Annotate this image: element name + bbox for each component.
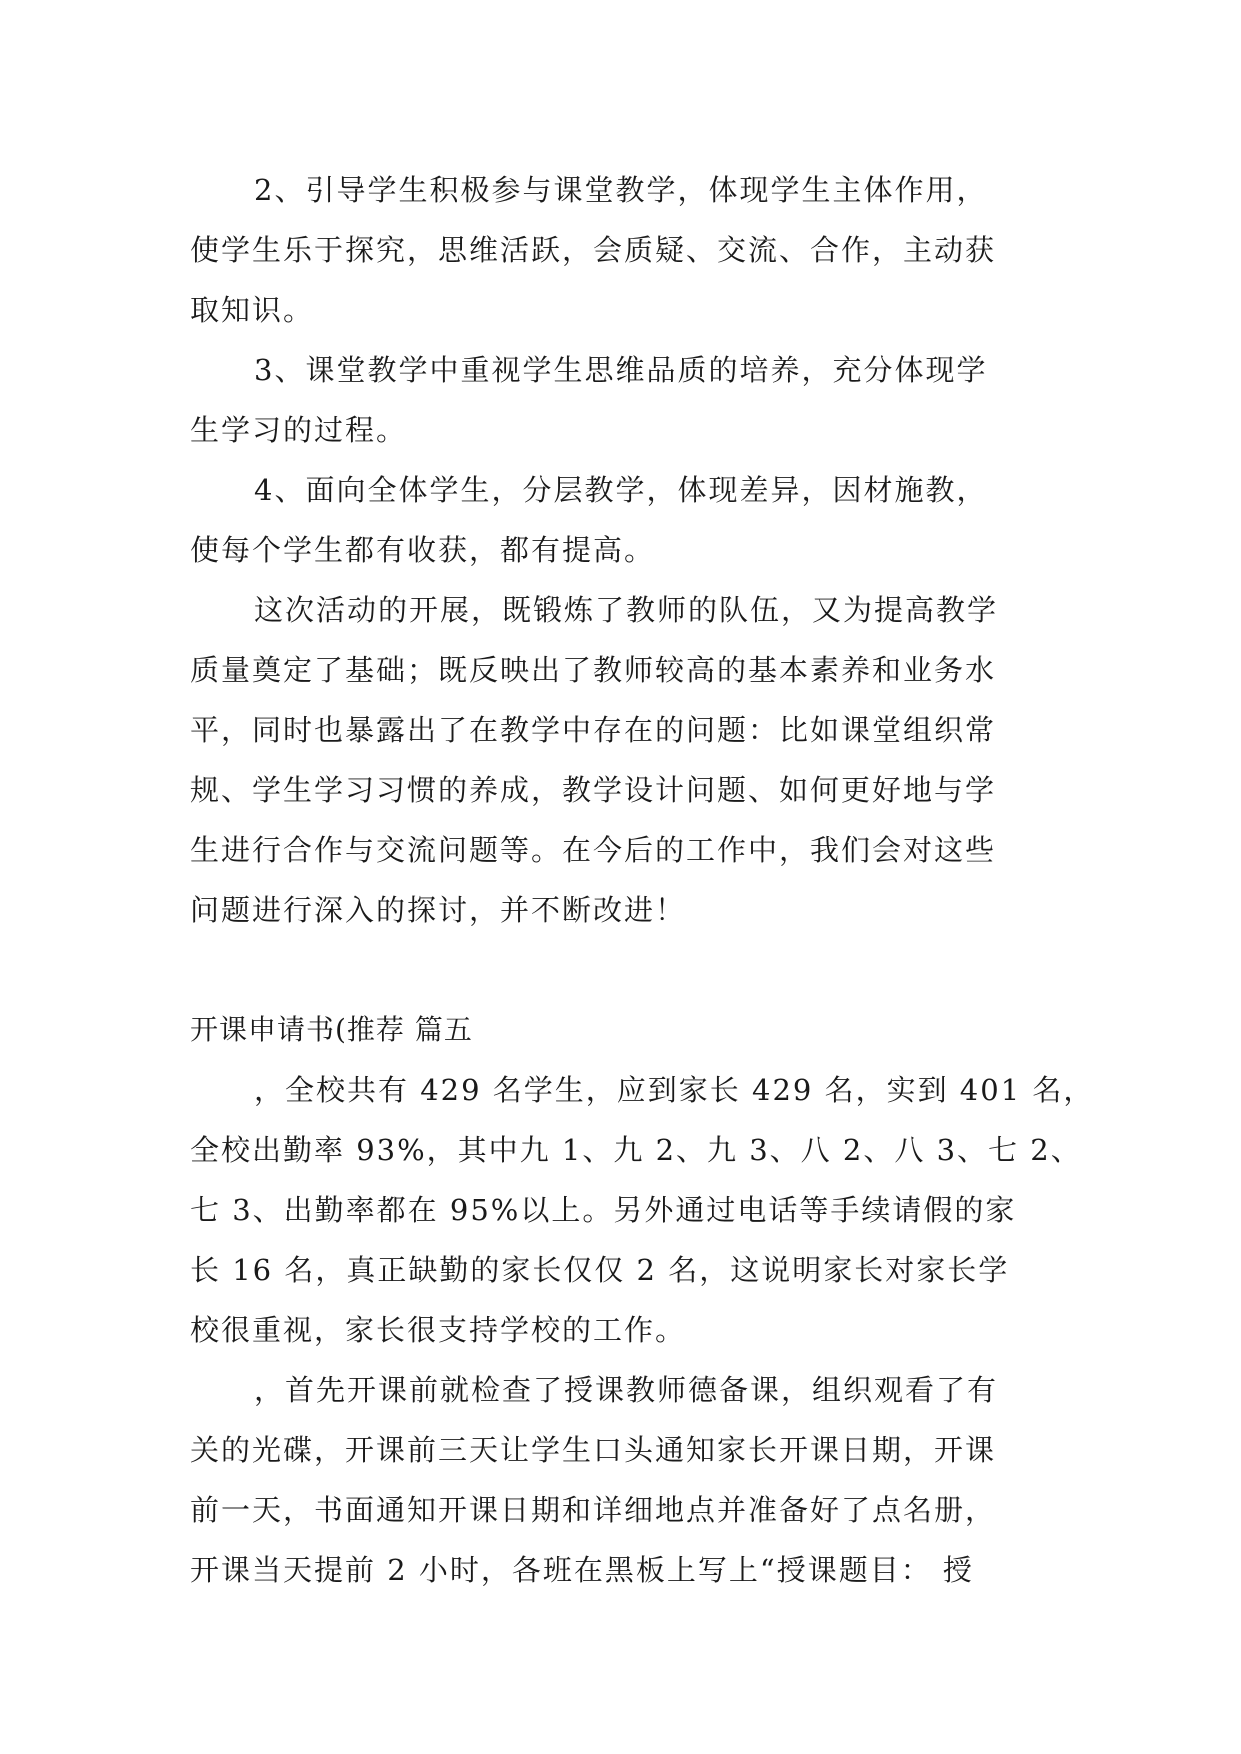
paragraph-line: 问题进行深入的探讨，并不断改进！ [190, 893, 687, 927]
section-spacer [190, 940, 1070, 1000]
paragraph-line: 3、课堂教学中重视学生思维品质的培养，充分体现学 [254, 353, 988, 387]
paragraph-line: ，首先开课前就检查了授课教师德备课，组织观看了有 [254, 1373, 999, 1407]
paragraph-line: 4、面向全体学生，分层教学，体现差异，因材施教， [254, 473, 988, 507]
paragraph-line: 生学习的过程。 [190, 413, 408, 447]
paragraph-line: 七 3、出勤率都在 95%以上。另外通过电话等手续请假的家 [190, 1193, 1017, 1227]
paragraph-line: 规、学生学习习惯的养成，教学设计问题、如何更好地与学 [190, 773, 997, 807]
paragraph-line: 使学生乐于探究，思维活跃，会质疑、交流、合作，主动获 [190, 233, 997, 267]
paragraph-line: ，全校共有 429 名学生，应到家长 429 名，实到 401 名， [254, 1073, 1095, 1107]
paragraph-line: 使每个学生都有收获，都有提高。 [190, 533, 656, 567]
section-title: 开课申请书(推荐 篇五 [190, 1013, 473, 1046]
paragraph-line: 这次活动的开展，既锻炼了教师的队伍，又为提高教学 [254, 593, 999, 627]
paragraph-line: 校很重视，家长很支持学校的工作。 [190, 1313, 687, 1347]
paragraph-line: 前一天，书面通知开课日期和详细地点并准备好了点名册， [190, 1493, 997, 1527]
paragraph-line: 取知识。 [190, 293, 315, 327]
paragraph-line: 生进行合作与交流问题等。在今后的工作中，我们会对这些 [190, 833, 997, 867]
document-page [190, 160, 1095, 1600]
paragraph-line: 长 16 名，真正缺勤的家长仅仅 2 名，这说明家长对家长学 [190, 1253, 1010, 1287]
paragraph-line: 质量奠定了基础；既反映出了教师较高的基本素养和业务水 [190, 653, 997, 687]
paragraph-line: 平，同时也暴露出了在教学中存在的问题：比如课堂组织常 [190, 713, 997, 747]
paragraph-line: 开课当天提前 2 小时，各班在黑板上写上“授课题目： 授 [190, 1553, 974, 1587]
paragraph-line: 关的光碟，开课前三天让学生口头通知家长开课日期，开课 [190, 1433, 997, 1467]
paragraph-line: 全校出勤率 93%，其中九 1、九 2、九 3、八 2、八 3、七 2、 [190, 1133, 1082, 1167]
paragraph-line: 2、引导学生积极参与课堂教学，体现学生主体作用， [254, 173, 988, 207]
